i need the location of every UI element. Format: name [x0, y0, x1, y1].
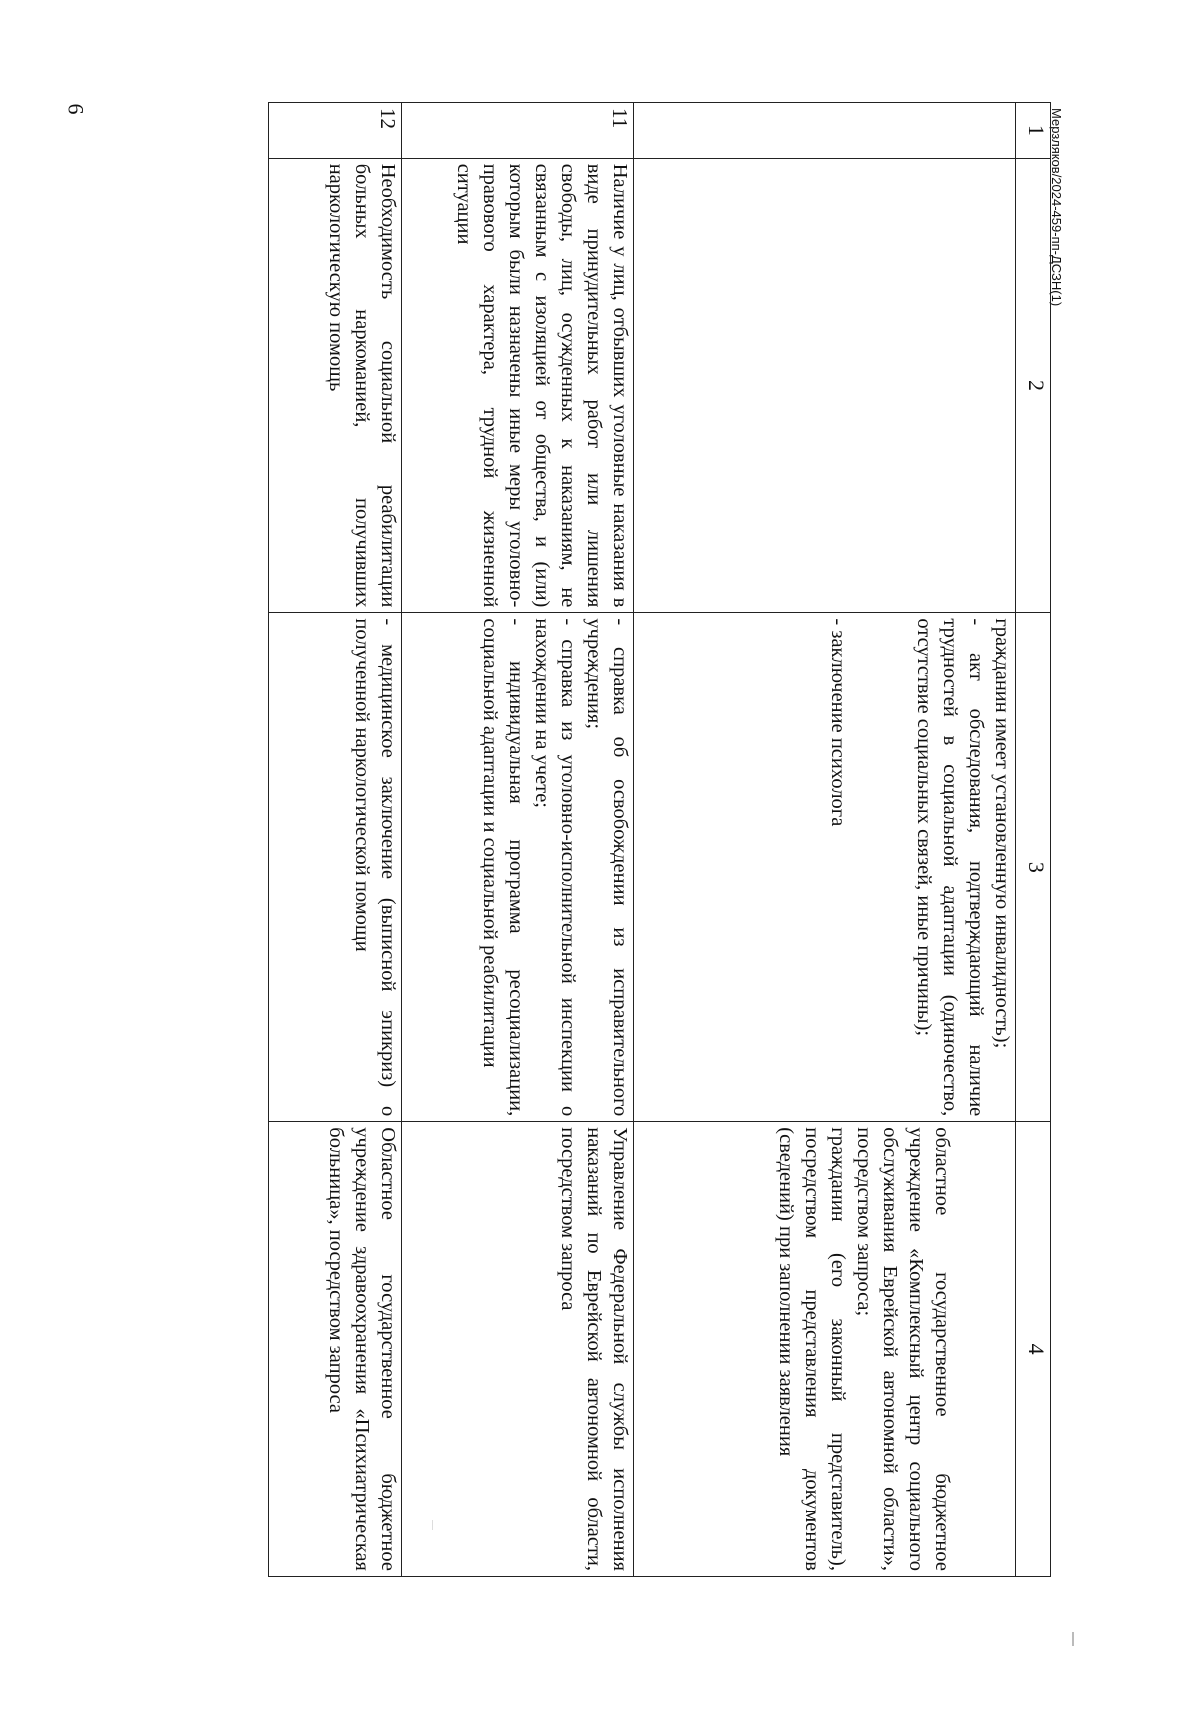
document-item: - заключение психолога [826, 618, 849, 827]
document-item: - акт обследования, подтверждающий наличие трудностей в социальной адаптации (одиночество, отсутствие социальных связей, иные причины); [912, 618, 987, 1117]
documents-cell [402, 613, 634, 1122]
table-header-row [1016, 103, 1051, 1577]
source-item: областное государственное бюджетное учреждение «Комплексный центр социального обслуживания Еврейской автономной области», посредством запроса; [852, 1127, 953, 1571]
table-row [634, 103, 1016, 1577]
header-col-4: 4 [1016, 1122, 1051, 1577]
source-cell: Управление Федеральной службы исполнения наказаний по Еврейской автономной области, посредством запроса [402, 1122, 634, 1577]
condition-cell [634, 158, 1016, 613]
page-number: 6 [63, 103, 89, 115]
header-col-3: 3 [1016, 613, 1051, 1122]
scan-artifact [1072, 1632, 1074, 1646]
rotated-table-container [166, 102, 1051, 1577]
header-col-1: 1 [1016, 103, 1051, 159]
condition-cell: Наличие у лиц, отбывших уголовные наказания в виде принудительных работ или лишения свободы, лиц, осужденных к наказаниям, не связанным с изоляцией от общества, и (или) которым были назначены иные меры уголовно-правового характера, трудной жизненной ситуации [402, 158, 634, 613]
scan-artifact [432, 1520, 433, 1530]
row-number-cell: 12 [269, 103, 402, 159]
document-table [268, 102, 1051, 1577]
documents-cell [634, 613, 1016, 1122]
document-item: - индивидуальная программа ресоциализации, социальной адаптации и социальной реабилитации [478, 618, 527, 1117]
header-col-2: 2 [1016, 158, 1051, 613]
document-item: - справка из уголовно-исполнительной инспекции о нахождении на учете; [530, 618, 579, 1117]
source-item: гражданин (его законный представитель), посредством представления документов (сведений) при заполнении заявления [774, 1127, 849, 1571]
document-code: Мерзляков/2024-459-пп-ДСЗН(1) [1049, 108, 1064, 307]
row-number-cell [634, 103, 1016, 159]
table-row [402, 103, 634, 1577]
source-cell: Областное государственное бюджетное учреждение здравоохранения «Психиатрическая больница», посредством запроса [269, 1122, 402, 1577]
row-number-cell: 11 [402, 103, 634, 159]
documents-cell: - медицинское заключение (выписной эпикриз) о полученной наркологической помощи [269, 613, 402, 1122]
source-cell [634, 1122, 1016, 1577]
table-row [269, 103, 402, 1577]
condition-cell: Необходимость социальной реабилитации больных наркоманией, получивших наркологическую помощь [269, 158, 402, 613]
document-item: гражданин имеет установленную инвалидность); [991, 618, 1013, 1049]
document-item: - справка об освобождении из исправительного учреждения; [582, 618, 631, 1117]
